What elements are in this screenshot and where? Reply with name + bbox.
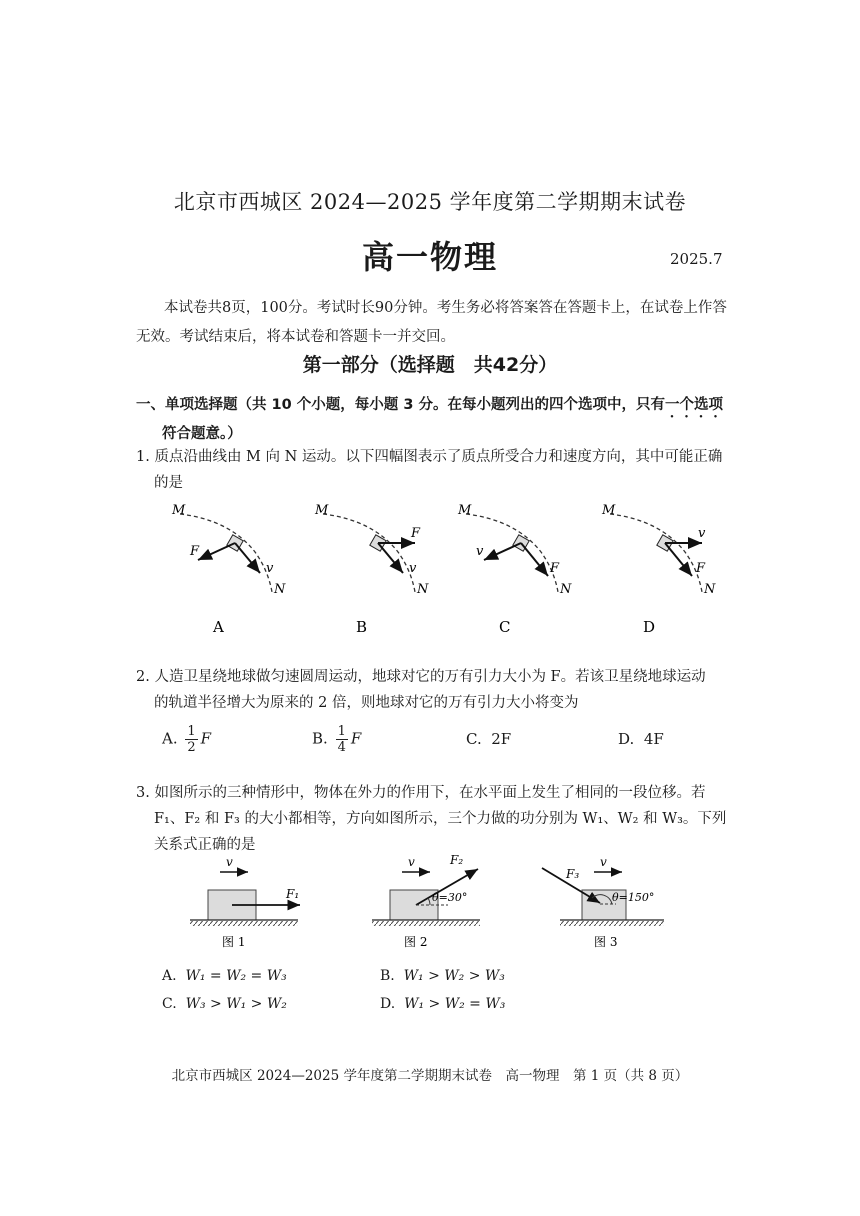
q3f1-label-v: v [226,855,233,869]
q2-a-den: 2 [187,740,196,755]
q3f1-label-f: F₁ [286,887,300,901]
q2-option-b-letter: B. [312,729,328,748]
q1-figure-a [171,503,286,636]
q2-a-var: F [200,729,212,748]
q2-option-a[interactable] [162,724,211,755]
q3f3-caption: 图 3 [594,935,618,949]
q3f2-label-f: F₂ [450,853,464,867]
subject-title: 高一物理 [361,238,498,276]
q3-option-a[interactable] [162,968,287,984]
q2-option-d-text: 4F [643,730,664,748]
q1a-label-f: F [190,544,200,559]
q3-text-line1: 如图所示的三种情形中，物体在外力的作用下，在水平面上发生了相同的一段位移。若 [154,785,706,801]
q1b-label-f: F [411,526,421,541]
question-2 [136,664,728,716]
q1a-label-m: M [172,503,186,518]
q1c-label-v: v [476,544,484,559]
q3-figure-2 [372,853,480,949]
q2-option-d-letter: D. [618,730,635,748]
q1c-label-n: N [560,582,572,597]
q1b-label-n: N [417,582,429,597]
q1-figure-d [601,503,716,636]
q2-option-b-fraction [336,724,348,755]
question-1 [136,444,728,496]
instructions: 本试卷共8页，100分。考试时长90分钟。考生务必将答案答在答题卡上，在试卷上作答无效。考试结束后，将本试卷和答题卡一并交回。 [136,300,727,345]
q2-b-var: F [350,729,362,748]
q3f2-label-v: v [408,855,415,869]
q1-figures [160,500,740,640]
q2-option-c[interactable] [466,730,511,748]
page-footer: 北京市西城区 2024—2025 学年度第二学期期末试卷 高一物理 第 1 页（共 8 页） [171,1068,689,1084]
q1-figure-b [314,503,429,636]
q3-figure-1 [190,855,300,949]
q3-option-b[interactable] [380,968,505,984]
q1d-label-f: F [696,561,706,576]
q3f3-label-angle: θ=150° [612,891,655,904]
q1a-label-n: N [274,582,286,597]
q2-a-num: 1 [187,724,196,739]
q3-option-d-letter: D. [380,996,396,1012]
q3f3-label-v: v [600,855,607,869]
q3f1-caption: 图 1 [222,935,246,949]
q3f2-caption: 图 2 [404,935,428,949]
exam-title: 北京市西城区 2024—2025 学年度第二学期期末试卷 [173,190,687,214]
q3-option-c-letter: C. [162,996,177,1012]
q1a-caption: A [213,618,224,636]
q3-text-line3: 关系式正确的是 [154,837,256,853]
q3-option-c[interactable] [162,996,287,1012]
q1-text-line1: 质点沿曲线由 M 向 N 运动。以下四幅图表示了质点所受合力和速度方向，其中可能正确 [154,449,723,465]
section-suffix: 符合题意。） [162,426,242,442]
exam-date: 2025.7 [670,250,723,268]
q1d-label-v: v [698,526,706,541]
q1d-label-n: N [704,582,716,597]
section-emphasis: 一个选项 [664,397,723,413]
q2-text-line1: 人造卫星绕地球做匀速圆周运动，地球对它的万有引力大小为 F。若该卫星绕地球运动 [154,669,706,685]
q3-figure-3 [542,855,664,949]
q2-option-b[interactable] [312,724,361,755]
q3-text-line2: F₁、F₂ 和 F₃ 的大小都相等，方向如图所示，三个力做的功分别为 W₁、W₂ 和 W₃。下列 [154,811,727,827]
q1-number: 1. [136,449,150,465]
question-3 [136,780,728,858]
section-heading [136,392,736,447]
q1c-label-m: M [458,503,472,518]
q3-option-a-text: W₁ = W₂ = W₃ [185,968,287,984]
q1d-label-m: M [602,503,616,518]
q1b-label-m: M [315,503,329,518]
q3-option-a-letter: A. [162,968,177,984]
q1-figure-c [457,503,572,636]
q1b-caption: B [356,618,368,636]
q1d-caption: D [643,618,656,636]
q2-b-den: 4 [337,740,346,755]
q1c-label-f: F [550,561,560,576]
q2-option-a-fraction [185,724,197,755]
q3f2-label-angle: θ=30° [432,891,468,904]
q2-option-c-letter: C. [466,730,482,748]
q2-b-num: 1 [337,724,346,739]
q2-number: 2. [136,669,150,685]
q2-text-line2: 的轨道半径增大为原来的 2 倍，则地球对它的万有引力大小将变为 [154,695,579,711]
q3-option-b-letter: B. [380,968,395,984]
q3-option-b-text: W₁ > W₂ > W₃ [403,968,505,984]
q3-number: 3. [136,785,150,801]
q2-option-a-letter: A. [162,729,178,748]
part-title: 第一部分（选择题 共42分） [302,354,558,376]
q3-option-d[interactable] [380,996,505,1012]
q3-option-c-text: W₃ > W₁ > W₂ [185,996,287,1012]
q1b-label-v: v [409,561,417,576]
section-prefix: 一、单项选择题（共 10 个小题，每小题 3 分。在每小题列出的四个选项中，只有 [136,397,665,413]
q3-figures [180,852,680,956]
q1a-label-v: v [266,561,274,576]
q1-text-line2: 的是 [154,475,183,491]
q3f3-label-f: F₃ [566,867,580,881]
q3-option-d-text: W₁ > W₂ = W₃ [404,996,506,1012]
q1c-caption: C [499,618,511,636]
q2-option-c-text: 2F [491,730,512,748]
q2-option-d[interactable] [618,730,664,748]
